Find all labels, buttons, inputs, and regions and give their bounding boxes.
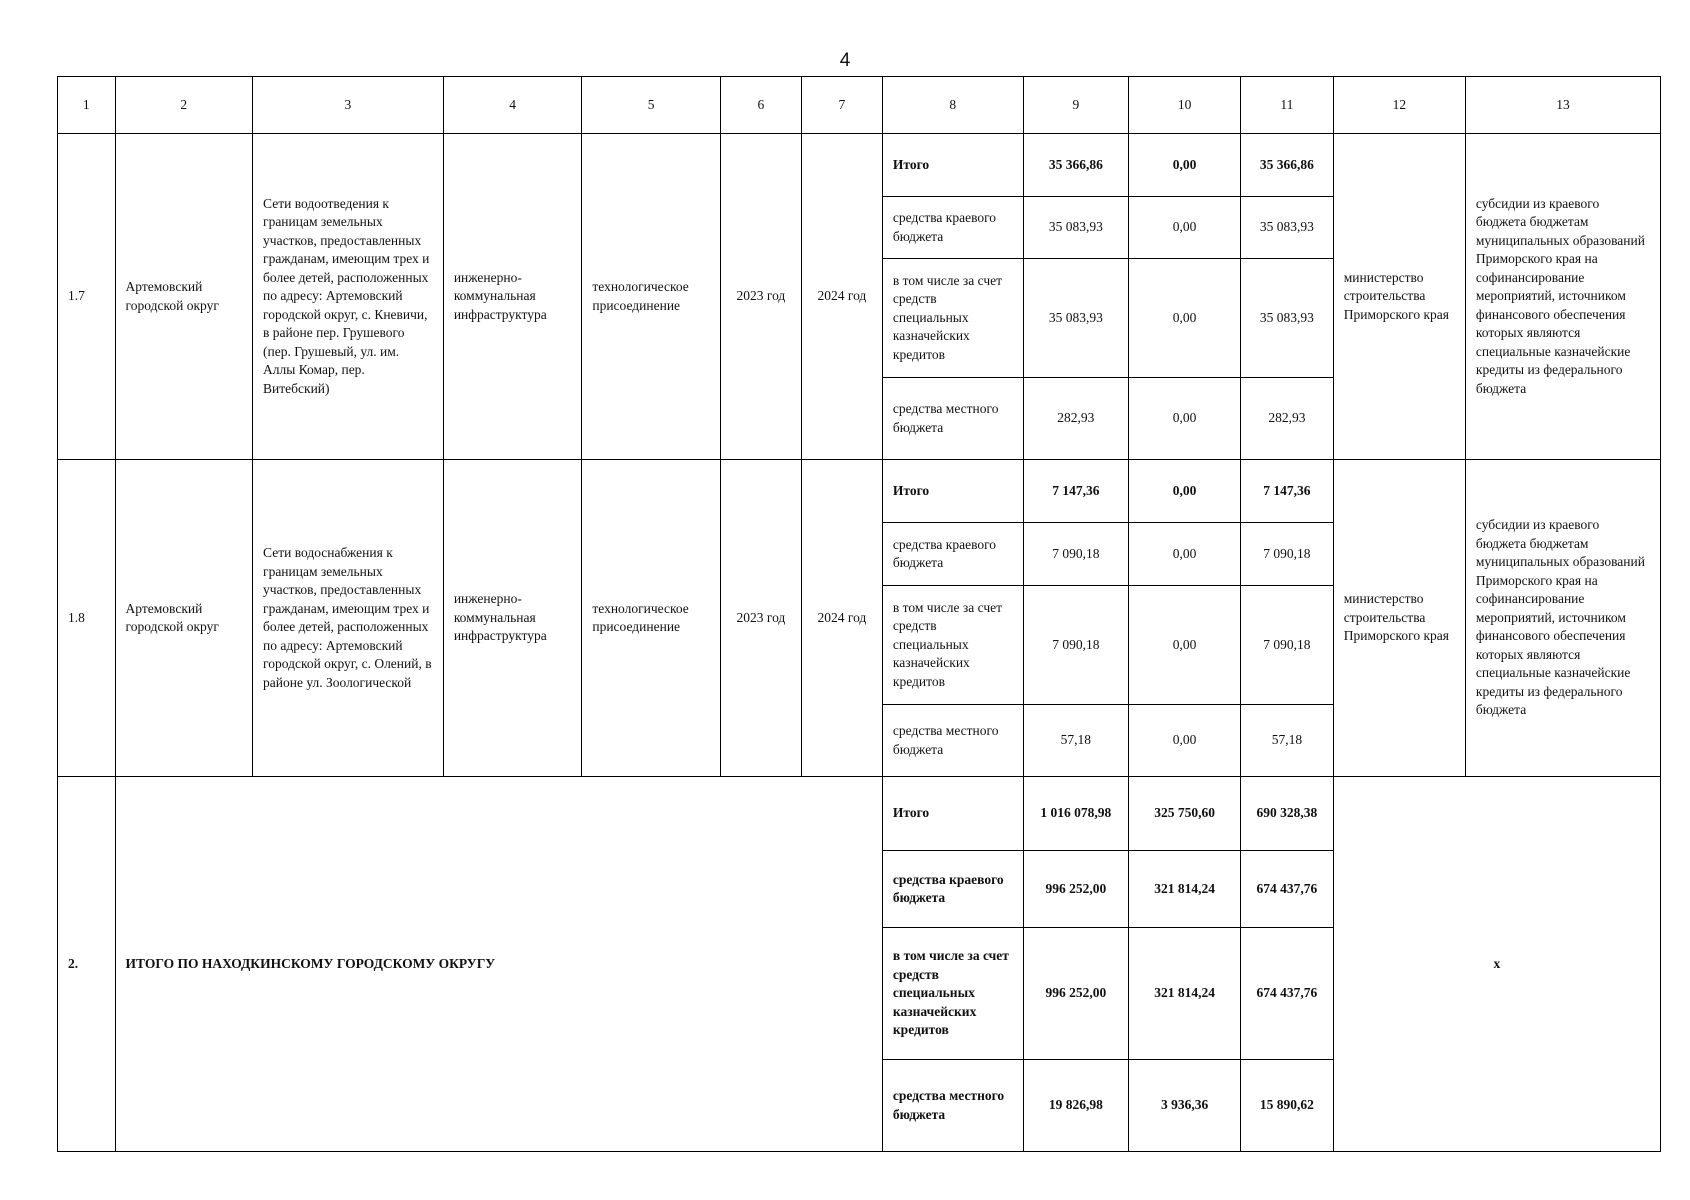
value-cell: 35 083,93 — [1241, 259, 1334, 378]
value-cell: 35 083,93 — [1023, 259, 1129, 378]
funding-source-cell: средства местного бюджета — [882, 378, 1023, 460]
end-year-cell: 2024 год — [801, 460, 882, 777]
responsible-cell: министерство строительства Приморского края — [1333, 460, 1465, 777]
header-cell: 2 — [115, 77, 252, 134]
value-cell: 0,00 — [1129, 460, 1241, 523]
header-cell: 7 — [801, 77, 882, 134]
value-cell: 1 016 078,98 — [1023, 777, 1129, 851]
table-row — [58, 134, 1661, 197]
value-cell: 57,18 — [1241, 705, 1334, 777]
total-mark: x — [1333, 777, 1660, 1152]
value-cell: 3 936,36 — [1129, 1060, 1241, 1152]
value-cell: 321 814,24 — [1129, 851, 1241, 928]
category-cell: инженерно-коммунальная инфраструктура — [443, 460, 582, 777]
header-cell: 6 — [720, 77, 801, 134]
value-cell: 35 366,86 — [1241, 134, 1334, 197]
funding-source-cell: средства краевого бюджета — [882, 523, 1023, 586]
header-cell: 3 — [253, 77, 444, 134]
value-cell: 321 814,24 — [1129, 928, 1241, 1060]
note-cell: субсидии из краевого бюджета бюджетам муниципальных образований Приморского края на софинансирование мероприятий, источником финансового обеспечения которых являются специальные казначейские кредиты из федерального бюджета — [1465, 134, 1660, 460]
start-year-cell: 2023 год — [720, 460, 801, 777]
value-cell: 35 083,93 — [1241, 197, 1334, 259]
funding-source-cell: средства местного бюджета — [882, 705, 1023, 777]
row-number: 1.8 — [58, 460, 116, 777]
value-cell: 996 252,00 — [1023, 851, 1129, 928]
value-cell: 7 090,18 — [1023, 586, 1129, 705]
value-cell: 0,00 — [1129, 134, 1241, 197]
funding-source-cell: в том числе за счет средств специальных казначейских кредитов — [882, 259, 1023, 378]
value-cell: 19 826,98 — [1023, 1060, 1129, 1152]
value-cell: 7 090,18 — [1023, 523, 1129, 586]
value-cell: 0,00 — [1129, 197, 1241, 259]
value-cell: 0,00 — [1129, 705, 1241, 777]
header-cell: 5 — [582, 77, 721, 134]
funding-table — [57, 76, 1661, 1152]
value-cell: 0,00 — [1129, 259, 1241, 378]
header-cell: 11 — [1241, 77, 1334, 134]
value-cell: 7 147,36 — [1023, 460, 1129, 523]
object-cell: Сети водоснабжения к границам земельных участков, предоставленных гражданам, имеющим трех и более детей, расположенных по адресу: Артемовский городской округ, с. Олений, в районе ул. Зоологической — [253, 460, 444, 777]
total-row — [58, 777, 1661, 851]
funding-source-cell: средства местного бюджета — [882, 1060, 1023, 1152]
funding-source-cell: в том числе за счет средств специальных казначейских кредитов — [882, 586, 1023, 705]
funding-source-cell: Итого — [882, 134, 1023, 197]
header-cell: 12 — [1333, 77, 1465, 134]
type-cell: технологическое присоединение — [582, 134, 721, 460]
value-cell: 0,00 — [1129, 378, 1241, 460]
responsible-cell: министерство строительства Приморского края — [1333, 134, 1465, 460]
value-cell: 0,00 — [1129, 586, 1241, 705]
header-row — [58, 77, 1661, 134]
value-cell: 282,93 — [1023, 378, 1129, 460]
funding-source-cell: средства краевого бюджета — [882, 851, 1023, 928]
row-number: 1.7 — [58, 134, 116, 460]
header-cell: 9 — [1023, 77, 1129, 134]
category-cell: инженерно-коммунальная инфраструктура — [443, 134, 582, 460]
value-cell: 35 083,93 — [1023, 197, 1129, 259]
object-cell: Сети водоотведения к границам земельных участков, предоставленных гражданам, имеющим трех и более детей, расположенных по адресу: Артемовский городской округ, с. Кневичи, в районе пер. Грушевого (пер. Грушевый, ул. им. Аллы Комар, пер. Витебский) — [253, 134, 444, 460]
total-label: ИТОГО ПО НАХОДКИНСКОМУ ГОРОДСКОМУ ОКРУГУ — [115, 777, 882, 1152]
municipality-cell: Артемовский городской округ — [115, 134, 252, 460]
type-cell: технологическое присоединение — [582, 460, 721, 777]
value-cell: 7 090,18 — [1241, 523, 1334, 586]
value-cell: 325 750,60 — [1129, 777, 1241, 851]
funding-source-cell: средства краевого бюджета — [882, 197, 1023, 259]
header-cell: 13 — [1465, 77, 1660, 134]
total-number: 2. — [58, 777, 116, 1152]
value-cell: 996 252,00 — [1023, 928, 1129, 1060]
value-cell: 7 147,36 — [1241, 460, 1334, 523]
header-cell: 8 — [882, 77, 1023, 134]
value-cell: 0,00 — [1129, 523, 1241, 586]
header-cell: 1 — [58, 77, 116, 134]
page-number: 4 — [839, 50, 851, 71]
municipality-cell: Артемовский городской округ — [115, 460, 252, 777]
header-cell: 10 — [1129, 77, 1241, 134]
value-cell: 674 437,76 — [1241, 851, 1334, 928]
funding-source-cell: Итого — [882, 777, 1023, 851]
value-cell: 15 890,62 — [1241, 1060, 1334, 1152]
note-cell: субсидии из краевого бюджета бюджетам муниципальных образований Приморского края на софинансирование мероприятий, источником финансового обеспечения которых являются специальные казначейские кредиты из федерального бюджета — [1465, 460, 1660, 777]
value-cell: 282,93 — [1241, 378, 1334, 460]
funding-source-cell: в том числе за счет средств специальных казначейских кредитов — [882, 928, 1023, 1060]
header-cell: 4 — [443, 77, 582, 134]
table-row — [58, 460, 1661, 523]
value-cell: 57,18 — [1023, 705, 1129, 777]
value-cell: 690 328,38 — [1241, 777, 1334, 851]
end-year-cell: 2024 год — [801, 134, 882, 460]
value-cell: 674 437,76 — [1241, 928, 1334, 1060]
funding-source-cell: Итого — [882, 460, 1023, 523]
start-year-cell: 2023 год — [720, 134, 801, 460]
value-cell: 7 090,18 — [1241, 586, 1334, 705]
value-cell: 35 366,86 — [1023, 134, 1129, 197]
